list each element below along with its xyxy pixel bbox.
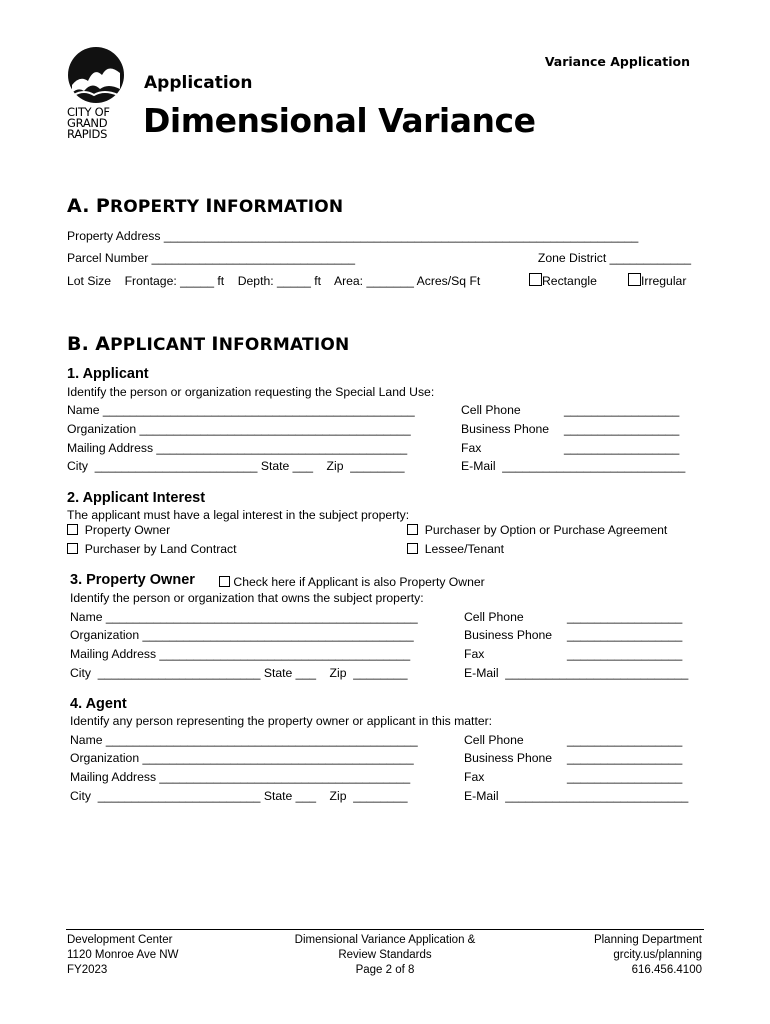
section-a-title: A. PROPERTY INFORMATION — [67, 195, 344, 217]
agent-heading: 4. Agent — [70, 696, 127, 712]
lot-size-row[interactable]: Lot Size Frontage: _____ ft Depth: _____ ft Area: _______ Acres/Sq Ft — [67, 274, 481, 288]
lessee-label: Lessee/Tenant — [424, 542, 505, 556]
applicant-email-field[interactable]: E-Mail ___________________________ — [461, 459, 686, 473]
footer-left — [67, 933, 178, 978]
irregular-option[interactable] — [628, 273, 686, 288]
agent-biz-label: Business Phone — [464, 751, 553, 765]
land-contract-checkbox[interactable] — [67, 543, 78, 554]
agent-email-field[interactable]: E-Mail ___________________________ — [464, 789, 689, 803]
owner-biz-label: Business Phone — [464, 628, 553, 642]
purchase-label: Purchaser by Option or Purchase Agreement — [424, 523, 668, 537]
owner-org-field[interactable]: Organization ________________________________________ — [70, 628, 414, 642]
city-logo — [66, 45, 128, 145]
logo-text-1: CITY OF — [67, 105, 110, 119]
logo-text-2: GRAND — [67, 116, 108, 130]
agent-org-field[interactable]: Organization ________________________________________ — [70, 751, 414, 765]
applicant-fax-label: Fax — [461, 441, 482, 455]
doc-label: Variance Application — [544, 54, 690, 69]
page-title: Dimensional Variance — [143, 101, 536, 140]
interest-option-lessee[interactable] — [407, 542, 504, 556]
logo-text-3: RAPIDS — [67, 127, 108, 141]
land-contract-label: Purchaser by Land Contract — [84, 542, 237, 556]
header-kicker: Application — [144, 73, 253, 93]
agent-fax-label: Fax — [464, 770, 485, 784]
footer-center — [285, 933, 485, 978]
applicant-name-field[interactable]: Name ______________________________________________ — [67, 403, 415, 417]
footer-doc-subtitle: Review Standards — [338, 949, 432, 961]
owner-heading: 3. Property Owner — [70, 572, 195, 588]
owner-fax-field[interactable]: _________________ — [567, 647, 683, 661]
property-address-field[interactable]: Property Address ______________________________________________________________________ — [67, 229, 639, 243]
applicant-cell-field[interactable]: _________________ — [564, 403, 680, 417]
interest-option-land-contract[interactable] — [67, 542, 237, 556]
owner-checkbox[interactable] — [67, 524, 78, 535]
section-b-title: B. APPLICANT INFORMATION — [67, 333, 350, 355]
irregular-label: Irregular — [641, 274, 687, 288]
interest-option-owner[interactable] — [67, 523, 170, 537]
footer-doc-title: Dimensional Variance Application & — [294, 934, 476, 946]
owner-same-label: Check here if Applicant is also Property Owner — [233, 575, 485, 589]
owner-same-checkbox[interactable] — [219, 576, 230, 587]
footer-dept: Development Center — [67, 934, 173, 946]
owner-biz-field[interactable]: _________________ — [567, 628, 683, 642]
interest-option-purchase[interactable] — [407, 523, 667, 537]
parcel-number-field[interactable]: Parcel Number ______________________________ — [67, 251, 356, 265]
footer-divider — [66, 929, 704, 930]
applicant-biz-label: Business Phone — [461, 422, 550, 436]
agent-cell-label: Cell Phone — [464, 733, 524, 747]
interest-desc: The applicant must have a legal interest in the subject property: — [67, 508, 410, 522]
applicant-city-row[interactable]: City ________________________ State ___ Zip ________ — [67, 459, 405, 473]
rectangle-option[interactable] — [529, 273, 597, 288]
agent-desc: Identify any person representing the property owner or applicant in this matter: — [70, 714, 493, 728]
applicant-biz-field[interactable]: _________________ — [564, 422, 680, 436]
footer-website: grcity.us/planning — [613, 949, 702, 961]
applicant-heading: 1. Applicant — [67, 366, 149, 382]
footer-phone: 616.456.4100 — [631, 964, 702, 976]
lessee-checkbox[interactable] — [407, 543, 418, 554]
agent-fax-field[interactable]: _________________ — [567, 770, 683, 784]
owner-city-row[interactable]: City ________________________ State ___ Zip ________ — [70, 666, 408, 680]
owner-mail-field[interactable]: Mailing Address _____________________________________ — [70, 647, 411, 661]
city-logo-mark — [66, 45, 126, 105]
rectangle-label: Rectangle — [542, 274, 597, 288]
owner-name-field[interactable]: Name ______________________________________________ — [70, 610, 418, 624]
applicant-org-field[interactable]: Organization ________________________________________ — [67, 422, 411, 436]
owner-cell-field[interactable]: _________________ — [567, 610, 683, 624]
agent-biz-field[interactable]: _________________ — [567, 751, 683, 765]
applicant-fax-field[interactable]: _________________ — [564, 441, 680, 455]
owner-option-label: Property Owner — [84, 523, 171, 537]
purchase-checkbox[interactable] — [407, 524, 418, 535]
footer-right — [594, 933, 702, 978]
owner-same-option[interactable] — [219, 575, 485, 589]
agent-name-field[interactable]: Name ______________________________________________ — [70, 733, 418, 747]
agent-cell-field[interactable]: _________________ — [567, 733, 683, 747]
applicant-mail-field[interactable]: Mailing Address _____________________________________ — [67, 441, 408, 455]
agent-mail-field[interactable]: Mailing Address _____________________________________ — [70, 770, 411, 784]
owner-email-field[interactable]: E-Mail ___________________________ — [464, 666, 689, 680]
interest-heading: 2. Applicant Interest — [67, 490, 206, 506]
owner-cell-label: Cell Phone — [464, 610, 524, 624]
irregular-checkbox[interactable] — [628, 273, 641, 286]
applicant-desc: Identify the person or organization requesting the Special Land Use: — [67, 385, 435, 399]
zone-district-field[interactable]: Zone District ____________ — [537, 251, 691, 265]
footer-address: 1120 Monroe Ave NW — [67, 949, 179, 961]
applicant-cell-label: Cell Phone — [461, 403, 521, 417]
agent-city-row[interactable]: City ________________________ State ___ Zip ________ — [70, 789, 408, 803]
footer-page-number: Page 2 of 8 — [355, 964, 415, 976]
owner-desc: Identify the person or organization that owns the subject property: — [70, 591, 424, 605]
footer-planning: Planning Department — [593, 934, 702, 946]
rectangle-checkbox[interactable] — [529, 273, 542, 286]
footer-year: FY2023 — [67, 964, 108, 976]
owner-fax-label: Fax — [464, 647, 485, 661]
